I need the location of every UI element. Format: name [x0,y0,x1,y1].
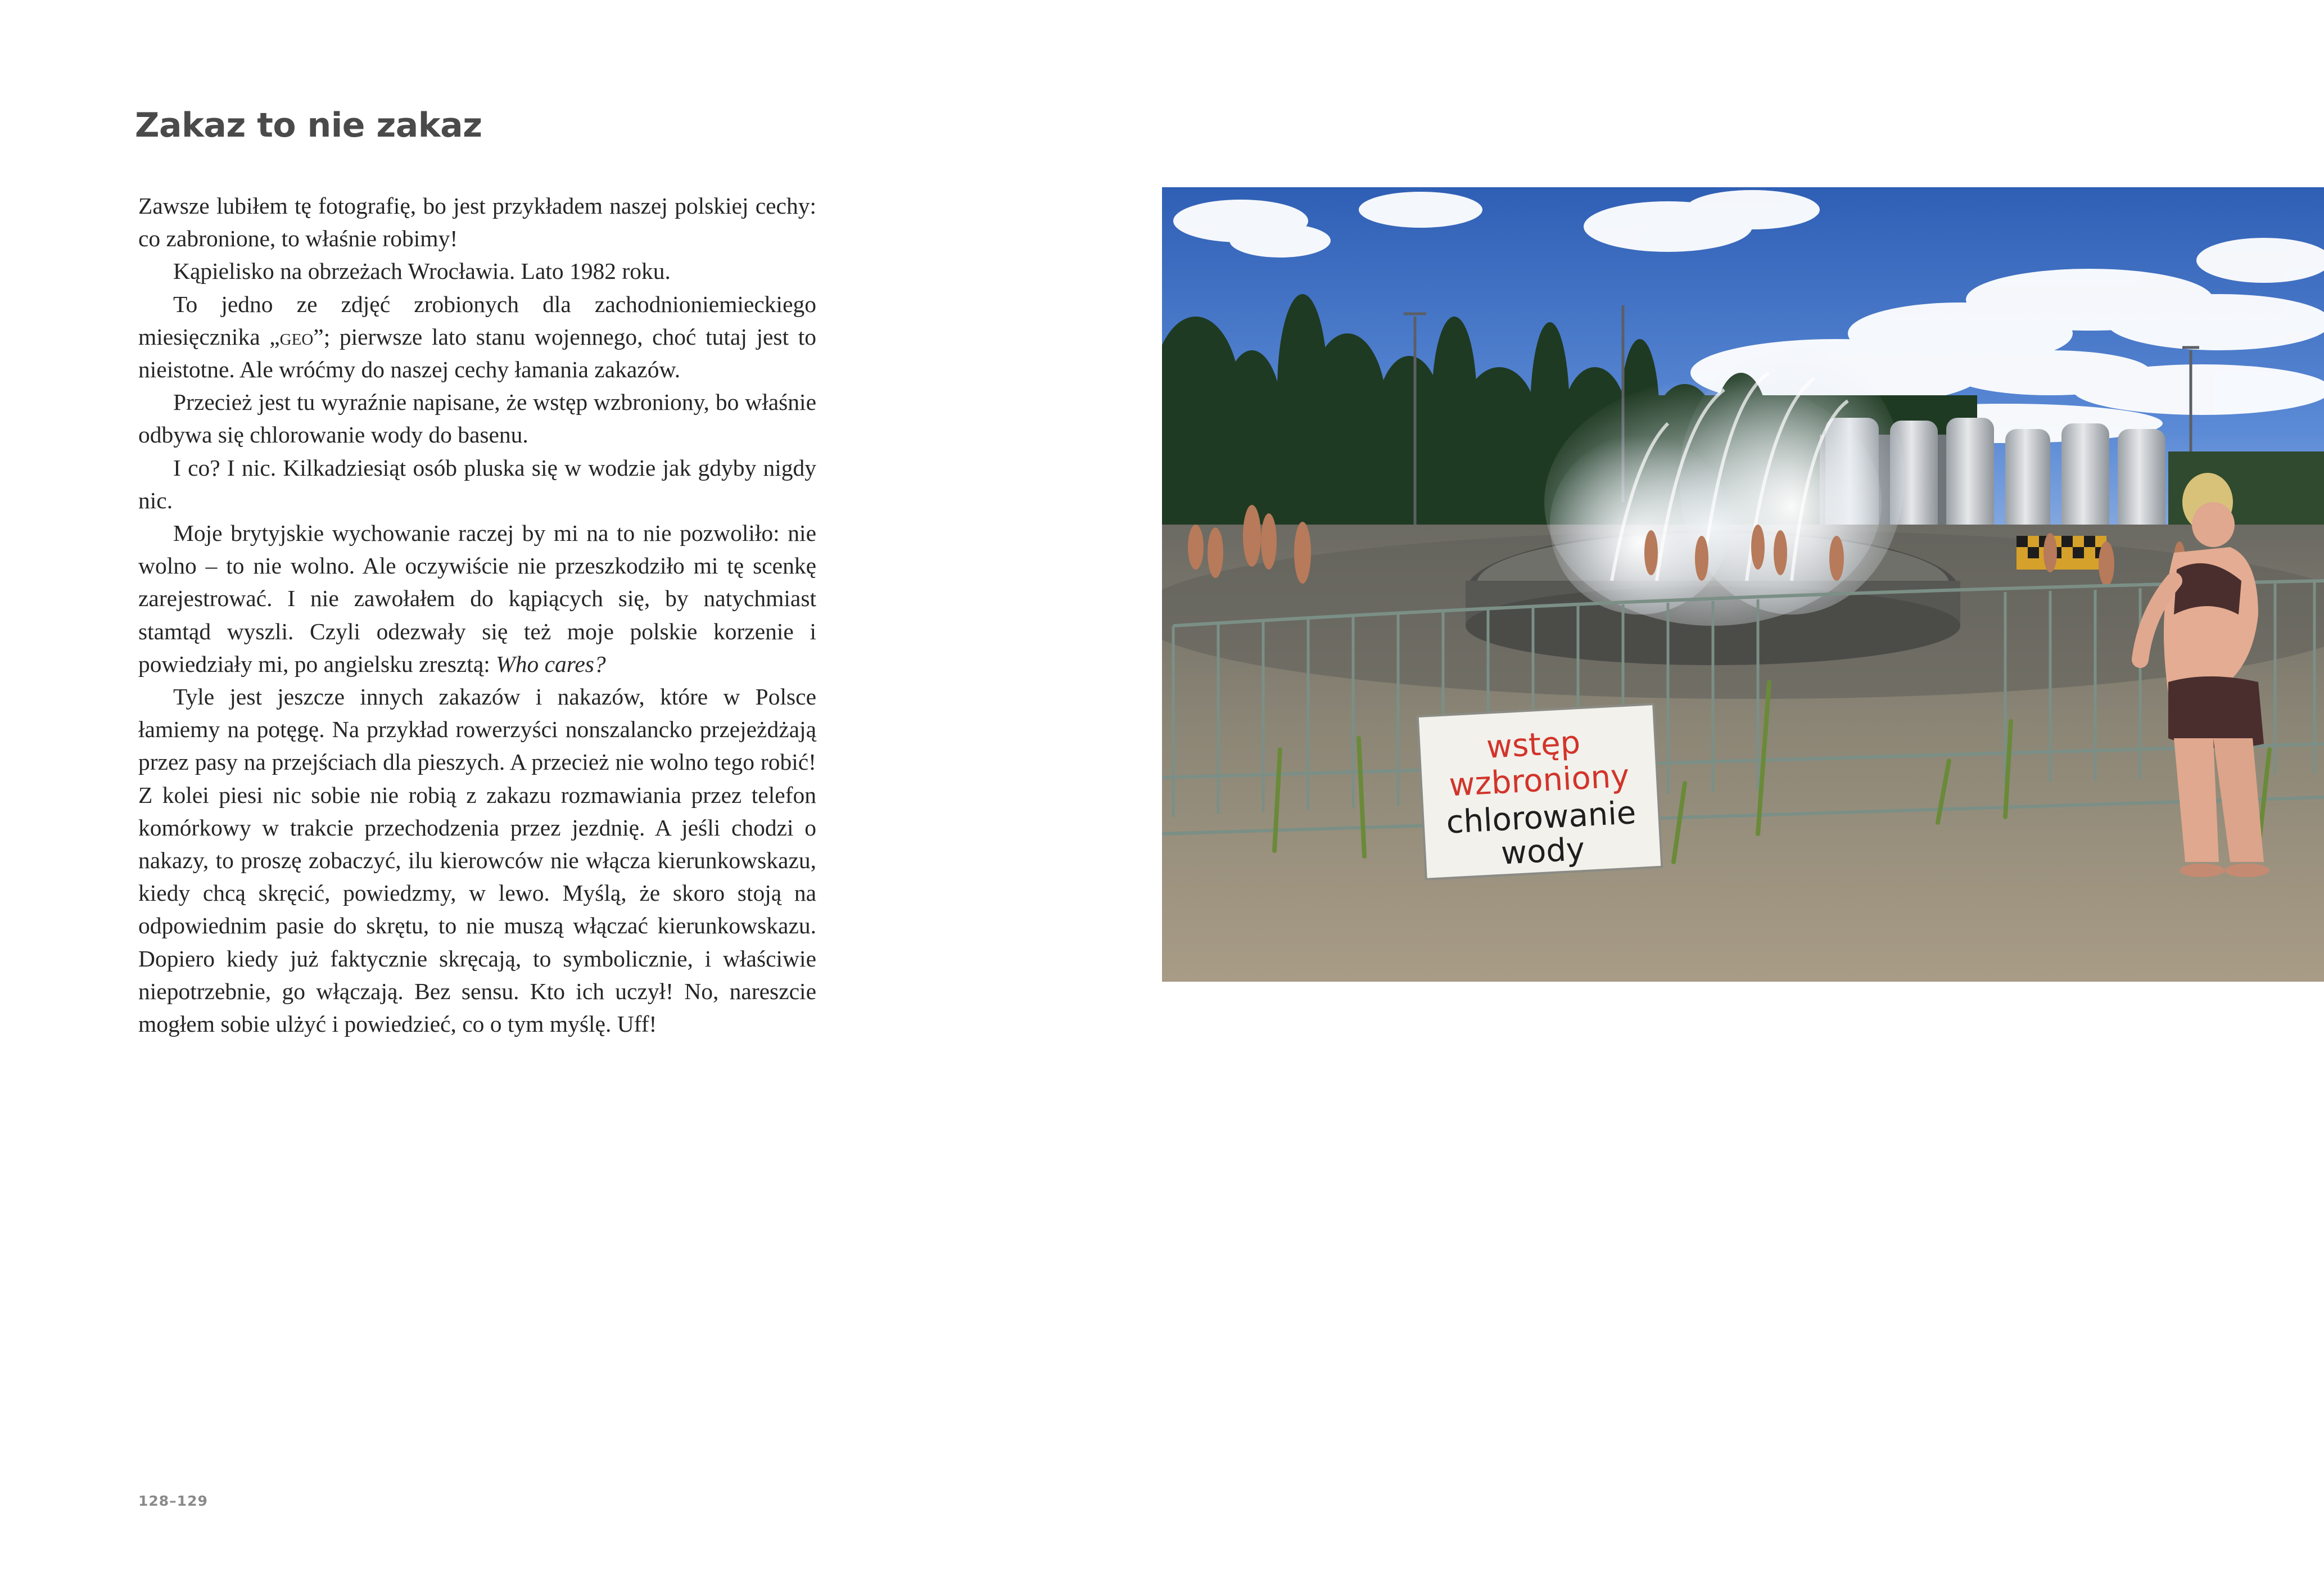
article-body [138,189,816,1040]
paragraph: Kąpielisko na obrzeżach Wrocławia. Lato 1982 roku. [173,258,671,285]
italic-phrase: Who cares? [496,651,606,677]
paragraph: Zawsze lubiłem tę fotografię, bo jest przykładem naszej polskiej cechy: co zabronione, to właśnie robimy! [138,193,816,252]
paragraph: Tyle jest jeszcze innych zakazów i nakazów, które w Polsce łamiemy na potęgę. Na przykład rowerzyści nonszalancko przejeżdżają przez pasy na przejściach dla pieszych. A przecież nie wolno tego robić! Z kolei piesi nic sobie nie robią z zakazu rozmawiania przez telefon komórkowy w trakcie przechodzenia przez jezdnię. A jeśli chodzi o nakazy, to proszę zobaczyć, ilu kierowców nie włącza kierunkowskazu, kiedy chcą skręcić, powiedzmy, w lewo. Myślą, że skoro stoją na odpowiednim pasie do skrętu, to nie muszą włączać kierunkowskazu. Dopiero kiedy już faktycznie skręcają, to symbolicznie, i właściwie niepotrzebnie, go włączają. Bez sensu. Kto ich uczył! No, nareszcie mogłem sobie ulżyć i powiedzieć, co o tym myślę. Uff! [138,684,816,1037]
sign-line-4: wody [1500,831,1586,872]
page-numbers: 128–129 [138,1493,208,1509]
page-title: Zakaz to nie zakaz [135,106,482,145]
warning-sign [1418,704,1662,879]
sign-line-1: wstęp [1485,724,1581,766]
sign-line-2: wzbroniony [1448,757,1630,804]
paragraph [138,517,816,680]
sign-line-3: chlorowanie [1445,794,1637,841]
paragraph: I co? I nic. Kilkadziesiąt osób pluska się w wodzie jak gdyby nigdy nic. [138,454,816,513]
paragraph-text: ”; pierwsze lato stanu wojennego, choć tutaj jest to nieistotne. Ale wróćmy do naszej cechy łamania zakazów. [138,323,816,383]
swimming-pool-photograph [1162,187,2324,982]
paragraph-text: Moje brytyjskie wychowanie raczej by mi na to nie pozwoliło: nie wolno – to nie wolno. Ale oczywiście nie przeszkodziło mi tę scenkę zarejestrować. I nie zawołałem do kąpiących się, by natychmiast stamtąd wyszli. Czyli odezwały się też moje polskie korzenie i powiedziały mi, po angielsku zresztą: [138,520,816,677]
paragraph-text: To jedno ze zdjęć zrobionych dla zachodnioniemieckiego miesięcznika „ [138,291,816,350]
magazine-name: geo [279,323,314,350]
paragraph: Przecież jest tu wyraźnie napisane, że wstęp wzbroniony, bo właśnie odbywa się chlorowanie wody do basenu. [138,389,816,448]
paragraph [138,288,816,386]
